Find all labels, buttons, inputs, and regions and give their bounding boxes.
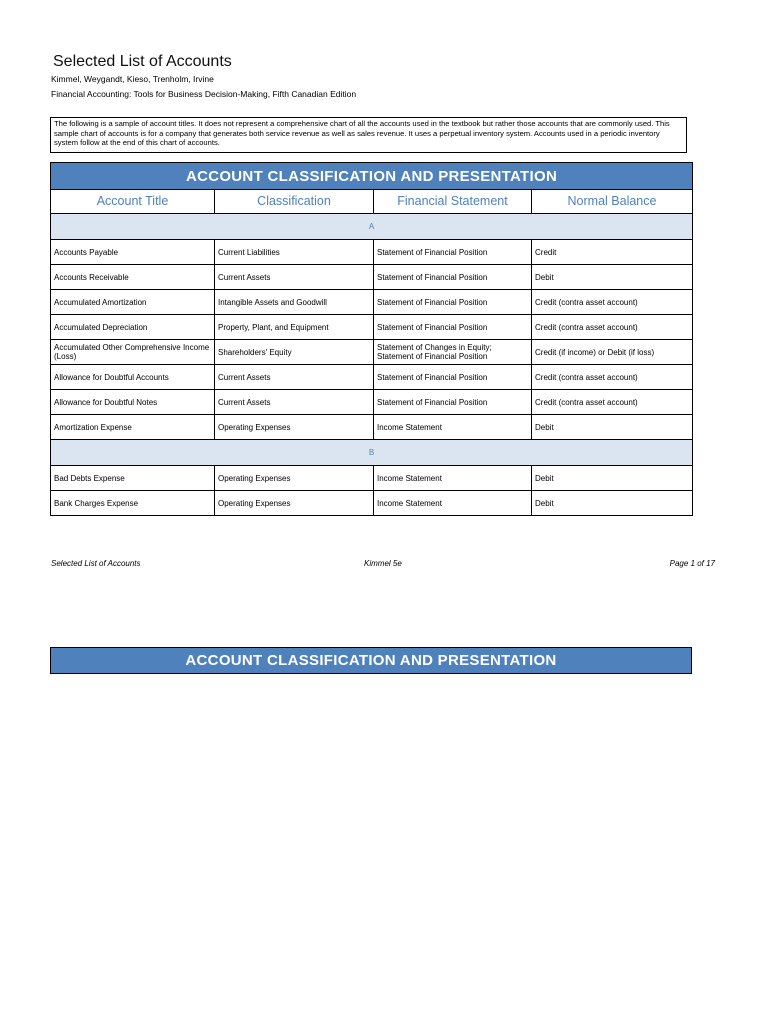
cell-financial-statement: Statement of Financial Position xyxy=(374,315,532,340)
section-letter: B xyxy=(51,440,693,466)
intro-box: The following is a sample of account titles. It does not represent a comprehensive chart of all the accounts used in the textbook but rather those accounts that are commonly used. This sample chart of accounts is for a company that generates both service revenue as well as sales revenue. It uses a perpetual inventory system. Accounts used in a periodic inventory system follow at the end of this chart of accounts. xyxy=(50,117,687,153)
cell-classification: Shareholders' Equity xyxy=(215,340,374,365)
cell-financial-statement: Statement of Financial Position xyxy=(374,390,532,415)
cell-classification: Current Liabilities xyxy=(215,240,374,265)
column-header-row xyxy=(51,190,693,214)
table-row xyxy=(51,365,693,390)
cell-classification: Current Assets xyxy=(215,265,374,290)
column-header-account-title: Account Title xyxy=(51,190,215,214)
cell-classification: Intangible Assets and Goodwill xyxy=(215,290,374,315)
cell-financial-statement: Income Statement xyxy=(374,491,532,516)
cell-account-title: Accounts Payable xyxy=(51,240,215,265)
cell-normal-balance: Debit xyxy=(532,491,693,516)
cell-account-title: Accumulated Other Comprehensive Income (Loss) xyxy=(51,340,215,365)
section-letter-row xyxy=(51,440,693,466)
cell-financial-statement: Statement of Financial Position xyxy=(374,265,532,290)
accounts-table xyxy=(50,162,693,516)
cell-financial-statement: Income Statement xyxy=(374,466,532,491)
cell-classification: Operating Expenses xyxy=(215,415,374,440)
cell-account-title: Bad Debts Expense xyxy=(51,466,215,491)
cell-classification: Current Assets xyxy=(215,365,374,390)
document-title: Selected List of Accounts xyxy=(53,53,232,70)
cell-financial-statement: Statement of Financial Position xyxy=(374,365,532,390)
footer-left: Selected List of Accounts xyxy=(51,559,141,568)
book-line: Financial Accounting: Tools for Business Decision-Making, Fifth Canadian Edition xyxy=(51,89,357,99)
cell-normal-balance: Credit (contra asset account) xyxy=(532,290,693,315)
cell-account-title: Allowance for Doubtful Accounts xyxy=(51,365,215,390)
column-header-financial-statement: Financial Statement xyxy=(374,190,532,214)
page2-banner: ACCOUNT CLASSIFICATION AND PRESENTATION xyxy=(50,647,692,674)
cell-account-title: Accumulated Amortization xyxy=(51,290,215,315)
cell-normal-balance: Credit xyxy=(532,240,693,265)
table-row xyxy=(51,466,693,491)
cell-financial-statement: Statement of Financial Position xyxy=(374,240,532,265)
table-banner: ACCOUNT CLASSIFICATION AND PRESENTATION xyxy=(51,163,693,190)
section-letter-row xyxy=(51,214,693,240)
cell-normal-balance: Debit xyxy=(532,415,693,440)
footer-page-number: Page 1 of 17 xyxy=(669,559,715,568)
cell-classification: Current Assets xyxy=(215,390,374,415)
cell-account-title: Amortization Expense xyxy=(51,415,215,440)
table-row xyxy=(51,315,693,340)
table-row xyxy=(51,390,693,415)
cell-account-title: Allowance for Doubtful Notes xyxy=(51,390,215,415)
cell-account-title: Bank Charges Expense xyxy=(51,491,215,516)
cell-account-title: Accounts Receivable xyxy=(51,265,215,290)
table-row xyxy=(51,240,693,265)
column-header-classification: Classification xyxy=(215,190,374,214)
cell-financial-statement: Statement of Changes in Equity; Statement of Financial Position xyxy=(374,340,532,365)
cell-account-title: Accumulated Depreciation xyxy=(51,315,215,340)
cell-classification: Operating Expenses xyxy=(215,466,374,491)
column-header-normal-balance: Normal Balance xyxy=(532,190,693,214)
cell-normal-balance: Credit (contra asset account) xyxy=(532,315,693,340)
cell-normal-balance: Credit (if income) or Debit (if loss) xyxy=(532,340,693,365)
table-row xyxy=(51,290,693,315)
banner-row xyxy=(51,163,693,190)
cell-classification: Property, Plant, and Equipment xyxy=(215,315,374,340)
table-row xyxy=(51,415,693,440)
authors-line: Kimmel, Weygandt, Kieso, Trenholm, Irvine xyxy=(51,74,214,84)
table-row xyxy=(51,340,693,365)
cell-normal-balance: Credit (contra asset account) xyxy=(532,365,693,390)
table-row xyxy=(51,265,693,290)
cell-normal-balance: Credit (contra asset account) xyxy=(532,390,693,415)
cell-financial-statement: Statement of Financial Position xyxy=(374,290,532,315)
section-letter: A xyxy=(51,214,693,240)
table-row xyxy=(51,491,693,516)
cell-normal-balance: Debit xyxy=(532,466,693,491)
footer-mid: Kimmel 5e xyxy=(364,559,402,568)
cell-financial-statement: Income Statement xyxy=(374,415,532,440)
cell-classification: Operating Expenses xyxy=(215,491,374,516)
cell-normal-balance: Debit xyxy=(532,265,693,290)
